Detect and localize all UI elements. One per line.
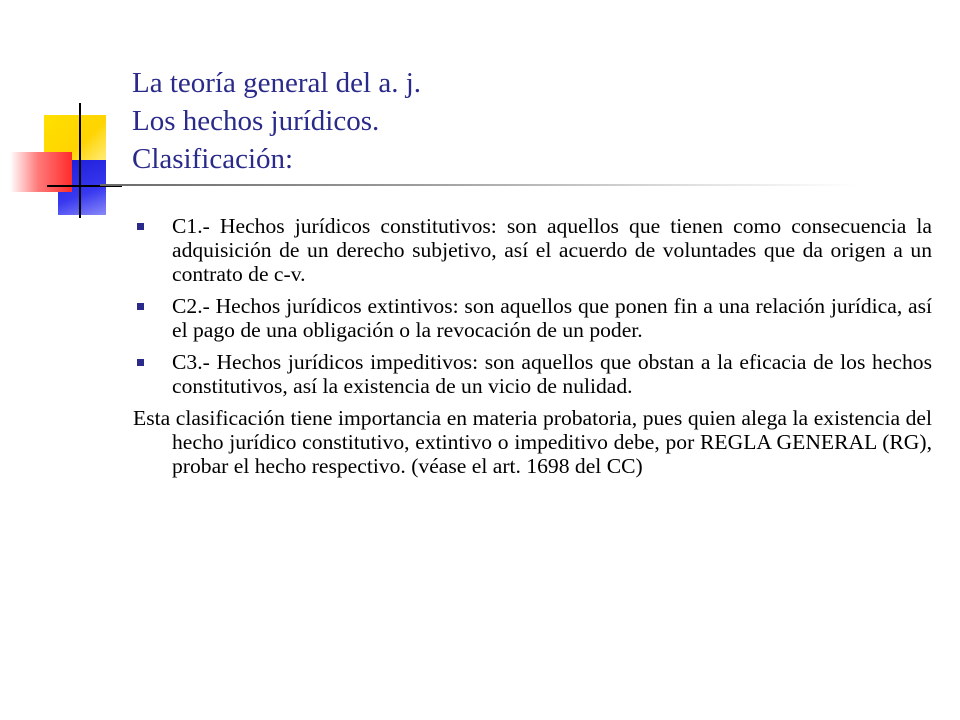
title-line-2: Los hechos jurídicos. [132,105,380,137]
bullet-text: C3.- Hechos jurídicos impeditivos: son aquellos que obstan a la eficacia de los hechos constitutivos, así la existencia de un vicio de nulidad. [172,350,932,398]
bullet-text: C2.- Hechos jurídicos extintivos: son aquellos que ponen fin a una relación jurídica, así el pago de una obligación o la revocación de un poder. [172,294,932,342]
vertical-line-decoration [79,103,81,218]
bullet-item-c3 [133,350,932,398]
bullet-item-c2 [133,294,932,342]
title-line-1: La teoría general del a. j. [132,67,422,99]
bullet-item-c1 [133,214,932,286]
square-bullet-icon [137,303,144,310]
title-underline [100,184,860,186]
closing-paragraph: Esta clasificación tiene importancia en materia probatoria, pues quien alega la existencia del hecho jurídico constitutivo, extintivo o impeditivo debe, por REGLA GENERAL (RG), probar el hecho respectivo. (véase el art. 1698 del CC) [133,406,932,478]
bullet-text: C1.- Hechos jurídicos constitutivos: son aquellos que tienen como consecuencia la adquisición de un derecho subjetivo, así el acuerdo de voluntades que da origen a un contrato de c-v. [172,214,932,286]
slide-body [133,214,932,478]
square-bullet-icon [137,359,144,366]
square-bullet-icon [137,223,144,230]
bullet-list [133,214,932,398]
slide-title [132,64,832,178]
title-line-3: Clasificación: [132,143,294,175]
